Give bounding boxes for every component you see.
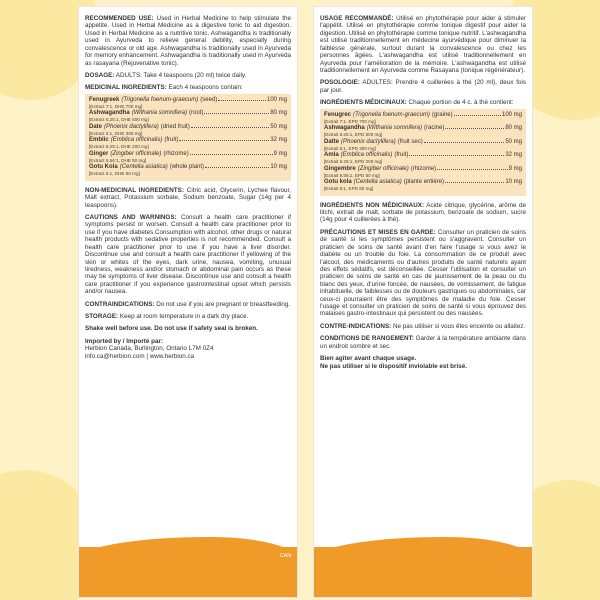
ingredient-item xyxy=(89,137,287,149)
precautions-heading: PRÉCAUTIONS ET MISES EN GARDE: xyxy=(320,228,436,236)
ingredient-part: (fruit sec) xyxy=(397,138,423,145)
ingredient-extract: [Extrait 6:1, EPD 300 mg] xyxy=(324,145,376,151)
ingredient-item xyxy=(324,112,522,124)
ingredient-row xyxy=(89,151,287,158)
ingredient-extract: [Extract 6:1, DHE 300 mg] xyxy=(89,130,143,136)
ingredient-name: Ginger xyxy=(89,150,109,157)
ingredient-extract: [Extrait 6.25:1, EPD 500 mg] xyxy=(324,132,383,138)
leader-dots xyxy=(445,128,504,129)
dosage-text: ADULTS: Take 4 teaspoons (20 ml) twice daily. xyxy=(115,71,247,79)
medicinal-heading: MEDICINAL INGREDIENTS: xyxy=(85,84,167,92)
ingredient-name: Ashwagandha xyxy=(89,110,130,117)
ingredient-extract: [Extract 6:1, DHE 60 mg] xyxy=(89,171,140,177)
ingredient-part: (seed) xyxy=(200,96,218,103)
importer-address: Herbion Canada, Burlington, Ontario L7M 0Z4 xyxy=(85,345,214,353)
leader-dots xyxy=(445,182,504,183)
storage-text: Keep at room temperature in a dark dry place. xyxy=(119,313,249,321)
ingredient-extract: [Extract 6.25:1, DHE 200 mg] xyxy=(89,144,149,150)
leader-dots xyxy=(218,100,266,101)
leader-dots xyxy=(190,154,273,155)
ingredient-extract: [Extract 7:1, DHE 700 mg] xyxy=(89,103,143,109)
ingredient-row xyxy=(89,137,287,144)
ingredient-scientific-name: (Withania somnifera) xyxy=(131,110,187,117)
ingredient-scientific-name: (Trigonella foenum-graecum) xyxy=(353,111,430,118)
importer-section xyxy=(85,338,291,360)
cautions-heading: CAUTIONS AND WARNINGS: xyxy=(85,213,177,221)
nonmedicinal-text-fr: Acide citrique, glycérine, arôme de litchi, extrait de malt, sorbate de potassium, benzoate de sodium, sucre (14g pour 4 cuillerées à thé). xyxy=(320,201,526,224)
contre-indications-section xyxy=(320,323,526,330)
ingredient-amount: 80 mg xyxy=(505,125,522,132)
ingredient-amount: 80 mg xyxy=(270,110,287,117)
ingredient-part: (racine) xyxy=(424,125,445,132)
ingredient-part: (graine) xyxy=(431,111,453,118)
shake-warning: Shake well before use. Do not use if safety seal is broken. xyxy=(85,325,258,333)
ingredient-scientific-name: (Trigonella foenum-graecum) xyxy=(121,96,199,103)
shake-line-2: Ne pas utiliser si le dispositif inviolable est brisé. xyxy=(320,362,467,370)
ingredient-item xyxy=(324,179,522,191)
contre-indications-text: Ne pas utiliser si vous êtes enceinte ou allaitez. xyxy=(393,322,526,330)
medicinal-section xyxy=(85,84,291,91)
ingredient-scientific-name: (Centella asiatica) xyxy=(119,164,168,171)
ingredient-amount: 50 mg xyxy=(505,138,522,145)
usage-text: Utilisé en phytothérapie pour aider à stimuler l'appétit. Utilisé en phytothérapie comme tonique digestif pour aider la digestion. Utilisé en phytothérapie comme tonique nutritif. L'ashwagandha est utilisé traditionnellement en médecine ayurvédique pour diminuer la faiblesse générale, surtout durant la convalescence ou chez les personnes âgées. L'ashwagandha est utilisé traditionnellement en Ayurveda pour l'amélioration de la mémoire. L'ashwagandha est utilisé traditionnellement en Ayurveda comme Rasayana (tonique régénérateur). xyxy=(320,15,527,74)
leader-dots xyxy=(437,169,508,170)
nonmedicinal-section xyxy=(85,187,291,209)
nonmedicinal-heading: NON-MEDICINAL INGREDIENTS: xyxy=(85,186,184,194)
conditions-section xyxy=(320,335,526,350)
ingredient-scientific-name: (Emblica officinalis) xyxy=(110,137,163,144)
ingredient-scientific-name: (Withania somnifera) xyxy=(366,125,422,132)
ingredient-name: Date xyxy=(89,123,103,130)
recommended-use-section xyxy=(85,15,291,67)
ingredient-amount: 100 mg xyxy=(266,96,287,103)
ingredient-name: Fenugrec xyxy=(324,111,352,118)
leader-dots xyxy=(205,167,269,168)
ingredient-extract: [Extract 5.56:1, DHE 50 mg] xyxy=(89,157,147,163)
shake-warning-fr xyxy=(320,355,526,370)
ingredient-scientific-name: (Phoenix dactylifera) xyxy=(104,123,159,130)
cautions-section xyxy=(85,214,291,296)
nonmedicinal-heading-fr: INGRÉDIENTS NON MÉDICINAUX: xyxy=(320,201,425,209)
ingredient-part: (root) xyxy=(189,110,204,117)
ingredient-extract: [Extrait 5.56:1, EPD 50 mg] xyxy=(324,172,380,178)
ingredient-part: (whole plant) xyxy=(169,164,205,171)
dosage-heading: DOSAGE: xyxy=(85,71,115,79)
storage-section xyxy=(85,313,291,320)
ingredient-part: (plante entière) xyxy=(403,179,445,186)
ingredient-scientific-name: (Emblica officinalis) xyxy=(340,152,393,159)
ingredient-part: (rhizome) xyxy=(163,150,189,157)
leader-dots xyxy=(409,155,504,156)
ingredient-name: Datte xyxy=(324,138,340,145)
ingredients-box xyxy=(85,94,291,181)
recommended-use-heading: RECOMMENDED USE: xyxy=(85,15,154,22)
cautions-text: Consult a health care practitioner if symptoms persist or worsen. Consult a health care practitioner prior to use if you have diabetes.Consumption with alcohol, other drugs or natural health products with sedative properties is not recommended. Consult a health care practitioner prior to use if you have a liver disorder. Discontinue use and consult a health care practitioner if yellowing of the skin or whites of the eyes, dark urine, nausea, vomiting, unusual tiredness, weakness and/or stomach or abdominal pain occurs as these may be symptoms of liver disease. Discontinue use and consult a health care practitioner if you experience gastrointestinal upset which persists and/or nausea. xyxy=(85,213,291,296)
ingredient-item xyxy=(324,152,522,164)
medicinal-section-fr xyxy=(320,99,526,106)
storage-heading: STORAGE: xyxy=(85,313,119,321)
nonmedicinal-section-fr xyxy=(320,202,526,224)
contre-indications-heading: CONTRE-INDICATIONS: xyxy=(320,322,392,330)
shake-line-1: Bien agiter avant chaque usage. xyxy=(320,355,417,363)
ingredient-amount: 50 mg xyxy=(270,123,287,130)
medicinal-text: Each 4 teaspoons contain: xyxy=(168,84,243,92)
ingredient-amount: 9 mg xyxy=(273,150,287,157)
ingredient-amount: 32 mg xyxy=(270,137,287,144)
precautions-text: Consulter un praticien de soins de santé si les symptômes persistent ou s'aggravent. Consulter un praticien de soins de santé avant d'en faire l'usage si vous avez le diabète ou un trouble du foie. La consommation de ce produit avec l'alcool, des médicaments ou d'autres produits de santé naturels ayant des effets sédatifs, est déconseillée. Cesser l'utilisation et consulter un praticien de soins de santé en cas de jaunissement de la peau ou du blanc des yeux, d'urine foncée, de nausées, de vomissement, de fatigue inhabituelle, de faiblesses ou de douleurs gastriques ou abdominales, car ceux-ci pourraient être des symptômes de maladie du foie. Cesser l'usage et consulter un praticien de soins de santé si vous éprouvez des malaises gastro-intestinaux qui persistent ou des nausées. xyxy=(320,228,526,318)
ingredient-row xyxy=(324,139,522,146)
label-panel-english xyxy=(78,6,298,598)
posologie-text: ADULTES: Prendre 4 cuillerées à thé (20 ml), deux fois par jour. xyxy=(320,79,527,94)
ingredient-scientific-name: (Zingiber officinale) xyxy=(357,165,409,172)
ingredient-row xyxy=(324,152,522,159)
ingredient-part: (fruit) xyxy=(164,137,179,144)
ingredient-row xyxy=(89,110,287,117)
usage-section xyxy=(320,15,526,74)
ingredient-amount: 32 mg xyxy=(505,152,522,159)
ingredient-item xyxy=(324,125,522,137)
ingredient-part: (fruit) xyxy=(394,152,409,159)
ingredient-amount: 9 mg xyxy=(508,165,522,172)
country-code: CAN xyxy=(280,553,291,559)
recommended-use-text: Used in Herbal Medicine to help stimulate the appetite. Used in Herbal Medicine as a digestive tonic to aid digestion. Used in Herbal Medicine as a nutritive tonic. Ashwagandha is traditionally used in Ayurveda to relieve general debility, especially during convalescence or old age. Ashwagandha is traditionally used in Ayurveda for memory enhancement. Ashwagandha is traditionally used in Ayurveda as rasayana (Rejuvenative tonic). xyxy=(85,15,291,67)
ingredient-scientific-name: (Phoenix dactylifera) xyxy=(341,138,396,145)
ingredient-row xyxy=(324,125,522,132)
ingredient-item xyxy=(89,164,287,176)
ingredient-item xyxy=(89,124,287,136)
ingredient-item xyxy=(89,110,287,122)
ingredient-item xyxy=(89,97,287,109)
ingredient-name: Ashwagandha xyxy=(324,125,365,132)
ingredient-amount: 100 mg xyxy=(501,111,522,118)
ingredient-extract: [Extrait 6.25:1, EPD 200 mg] xyxy=(324,159,383,165)
posologie-heading: POSOLOGIE: xyxy=(320,79,360,87)
ingredient-name: Fenugreek xyxy=(89,96,120,103)
ingredient-name: Amla xyxy=(324,152,339,159)
leader-dots xyxy=(204,113,269,114)
ingredient-part: (dried fruit) xyxy=(160,123,190,130)
importer-contact: info.ca@herbion.com | www.herbion.ca xyxy=(85,352,195,360)
ingredient-name: Gotu Kola xyxy=(89,164,118,171)
ingredient-scientific-name: (Centella asiatica) xyxy=(353,179,402,186)
ingredient-item xyxy=(324,166,522,178)
leader-dots xyxy=(454,115,501,116)
importer-heading: Imported by / Importé par: xyxy=(85,337,164,345)
ingredient-part: (rhizome) xyxy=(410,165,437,172)
ingredient-amount: 10 mg xyxy=(505,179,522,186)
label-panel-french xyxy=(313,6,533,598)
ingredient-row xyxy=(324,112,522,119)
ingredient-row xyxy=(89,124,287,131)
footer-wave-fr xyxy=(314,537,532,559)
nonmedicinal-text: Citric acid, Glycerin, Lychee flavour, Malt extract, Potassium sorbate, Sodium benzoate, Sugar (14g per 4 teaspoons). xyxy=(85,186,292,209)
ingredient-item xyxy=(324,139,522,151)
ingredient-amount: 10 mg xyxy=(270,164,287,171)
usage-heading: USAGE RECOMMANDÉ: xyxy=(320,15,394,22)
orange-footer-fr xyxy=(314,547,532,597)
posologie-section xyxy=(320,79,526,94)
ingredient-extract: [Extrait 7:1, EPD 700 mg] xyxy=(324,118,376,124)
contraindications-text: Do not use if you are pregnant or breastfeeding. xyxy=(156,300,290,308)
leader-dots xyxy=(191,127,270,128)
ingredient-row xyxy=(324,166,522,173)
footer-wave xyxy=(79,537,297,559)
ingredient-name: Emblic xyxy=(89,137,109,144)
ingredient-name: Gotu kola xyxy=(324,179,352,186)
ingredient-row xyxy=(324,179,522,186)
ingredient-name: Gingembre xyxy=(324,165,356,172)
ingredient-row xyxy=(89,164,287,171)
conditions-heading: CONDITIONS DE RANGEMENT: xyxy=(320,335,414,343)
precautions-section xyxy=(320,229,526,318)
leader-dots xyxy=(424,142,505,143)
medicinal-text-fr: Chaque portion de 4 c. à thé contient: xyxy=(408,99,514,107)
ingredient-scientific-name: (Zingiber officinale) xyxy=(110,150,162,157)
ingredient-extract: [Extrait 6:1, EPD 60 mg] xyxy=(324,186,374,192)
contraindications-heading: CONTRAINDICATIONS: xyxy=(85,300,155,308)
ingredient-row xyxy=(89,97,287,104)
leader-dots xyxy=(179,140,269,141)
conditions-text: Garder à la température ambiante dans un endroit sombre et sec. xyxy=(320,335,526,350)
ingredient-extract: [Extract 6.25:1, DHE 500 mg] xyxy=(89,117,149,123)
medicinal-heading-fr: INGRÉDIENTS MÉDICINAUX: xyxy=(320,99,407,107)
orange-footer xyxy=(79,547,297,597)
dosage-section xyxy=(85,72,291,79)
ingredients-box-fr xyxy=(320,109,526,196)
contraindications-section xyxy=(85,301,291,308)
ingredient-item xyxy=(89,151,287,163)
